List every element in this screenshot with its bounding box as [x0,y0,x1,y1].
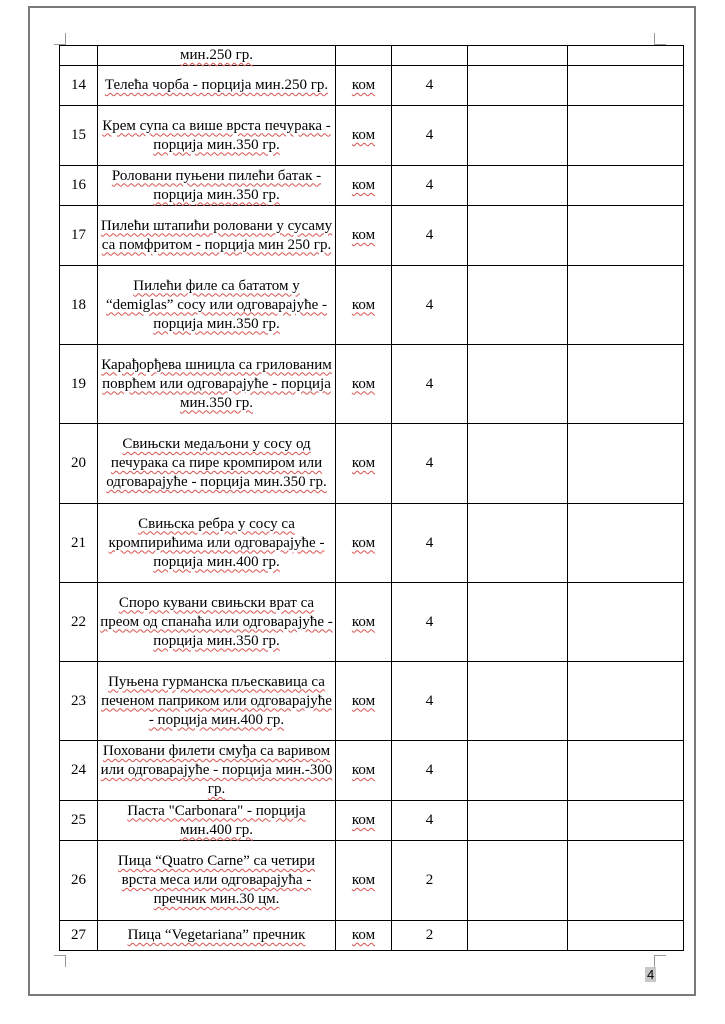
description-cell [98,424,336,504]
table-row [60,741,684,801]
total-price-cell [568,46,684,66]
quantity-cell: 4 [392,266,468,345]
crop-mark-bottom-right [654,955,666,967]
row-number-cell: 26 [60,841,98,921]
unit-cell [336,46,392,66]
row-number-cell: 15 [60,106,98,166]
unit-cell [336,345,392,424]
row-number-cell: 27 [60,921,98,951]
description-text: Свињски медаљони у сосу од печурака са пире кромпиром или одговарајуће - порција мин.350 гр. [106,436,327,490]
unit-text: ком [351,613,376,630]
table-row [60,424,684,504]
quantity-cell: 4 [392,662,468,741]
total-price-cell [568,741,684,801]
unit-text: ком [351,762,376,778]
description-cell [98,345,336,424]
total-price-cell [568,66,684,106]
table-row [60,266,684,345]
quantity-cell: 4 [392,345,468,424]
table-row [60,801,684,841]
unit-cell [336,106,392,166]
unit-price-cell [468,662,568,741]
quantity-cell: 4 [392,206,468,266]
row-number-cell [60,46,98,66]
unit-text: ком [351,872,376,888]
description-text: Пица “Vegetariana” пречник [127,927,306,943]
description-text: Пилећи штапићи роловани у сусаму са помфритом - порција мин 250 гр. [100,217,333,253]
row-number-cell: 21 [60,504,98,583]
unit-cell [336,841,392,921]
total-price-cell [568,801,684,841]
unit-cell [336,266,392,345]
description-text: Паста "Carbonara" - порција мин.400 гр. [127,802,306,838]
table-row [60,106,684,166]
total-price-cell [568,841,684,921]
unit-cell [336,662,392,741]
description-text: Роловани пуњени пилећи батак - порција мин.350 гр. [111,167,322,203]
quantity-cell: 4 [392,166,468,206]
description-cell [98,66,336,106]
description-cell [98,841,336,921]
crop-mark-top-left [54,33,66,45]
description-cell [98,106,336,166]
unit-cell [336,66,392,106]
description-text: Пуњена гурманска пљескавица са печеном паприком или одговарајуће - порција мин.400 гр. [101,673,332,728]
description-cell [98,741,336,801]
unit-cell [336,166,392,206]
description-text: Поховани филети смуђа са варивом или одговарајуће - порција мин.-300 гр. [100,743,333,797]
unit-price-cell [468,66,568,106]
quantity-cell: 4 [392,583,468,662]
unit-price-cell [468,583,568,662]
table-row [60,841,684,921]
total-price-cell [568,166,684,206]
total-price-cell [568,921,684,951]
quantity-cell: 4 [392,741,468,801]
quantity-cell [392,46,468,66]
unit-text: ком [351,296,376,313]
description-text: Споро кувани свињски врат са преом од спанаћа или одговарајуће - порција мин.350 гр. [100,594,333,649]
unit-price-cell [468,206,568,266]
unit-text: ком [351,127,376,143]
unit-price-cell [468,921,568,951]
unit-cell [336,424,392,504]
description-text: Пица “Quatro Carne” са четири врста меса или одговарајућа - пречник мин.30 цм. [117,853,316,907]
row-number-cell: 24 [60,741,98,801]
table-row [60,921,684,951]
row-number-cell: 16 [60,166,98,206]
items-table [59,45,684,951]
row-number-cell: 20 [60,424,98,504]
quantity-cell: 4 [392,801,468,841]
unit-text: ком [351,534,376,551]
quantity-cell: 4 [392,66,468,106]
description-cell [98,801,336,841]
row-number-cell: 25 [60,801,98,841]
unit-cell [336,504,392,583]
unit-text: ком [351,927,376,943]
unit-price-cell [468,741,568,801]
unit-price-cell [468,345,568,424]
total-price-cell [568,106,684,166]
table-row [60,345,684,424]
description-cell [98,504,336,583]
quantity-cell: 4 [392,504,468,583]
unit-price-cell [468,424,568,504]
unit-cell [336,801,392,841]
description-cell [98,662,336,741]
crop-mark-top-right [654,33,666,45]
quantity-cell: 2 [392,841,468,921]
description-text: Свињска ребра у сосу са кромпирићима или одговарајуће - порција мин.400 гр. [108,515,325,570]
description-text: Карађорђева шницла са грилованим поврћем или одговарајуће - порција мин.350 гр. [101,356,332,411]
total-price-cell [568,345,684,424]
table-row [60,166,684,206]
unit-text: ком [351,227,376,243]
page-number: 4 [647,967,655,982]
description-text: Телећа чорба - порција мин.250 гр. [104,77,329,93]
unit-price-cell [468,266,568,345]
total-price-cell [568,504,684,583]
unit-price-cell [468,166,568,206]
row-number-cell: 18 [60,266,98,345]
total-price-cell [568,662,684,741]
row-number-cell: 23 [60,662,98,741]
quantity-cell: 4 [392,106,468,166]
description-cell [98,266,336,345]
table-row [60,583,684,662]
description-cell [98,206,336,266]
unit-cell [336,583,392,662]
unit-price-cell [468,801,568,841]
total-price-cell [568,266,684,345]
quantity-cell: 4 [392,424,468,504]
table-row-continued [60,46,684,66]
description-text: Крем супа са више врста печурака - порција мин.350 гр. [102,117,331,153]
unit-text: ком [351,177,376,193]
unit-price-cell [468,46,568,66]
description-cell [98,921,336,951]
unit-price-cell [468,106,568,166]
row-number-cell: 22 [60,583,98,662]
table-row [60,66,684,106]
description-cell [98,166,336,206]
description-text: Пилећи филе са бататом у “demiglas” сосу или одговарајуће - порција мин.350 гр. [105,277,327,332]
total-price-cell [568,424,684,504]
total-price-cell [568,583,684,662]
unit-cell [336,206,392,266]
unit-cell [336,921,392,951]
unit-text: ком [351,77,376,93]
unit-text: ком [351,812,376,828]
description-cell: мин.250 гр. [98,46,336,66]
quantity-cell: 2 [392,921,468,951]
unit-text: ком [351,455,376,471]
total-price-cell [568,206,684,266]
unit-cell [336,741,392,801]
row-number-cell: 14 [60,66,98,106]
unit-text: ком [351,375,376,392]
description-cell [98,583,336,662]
unit-text: ком [351,692,376,709]
unit-price-cell [468,504,568,583]
crop-mark-bottom-left [54,955,66,967]
row-number-cell: 19 [60,345,98,424]
unit-price-cell [468,841,568,921]
table-row [60,662,684,741]
table-row [60,504,684,583]
row-number-cell: 17 [60,206,98,266]
table-row [60,206,684,266]
